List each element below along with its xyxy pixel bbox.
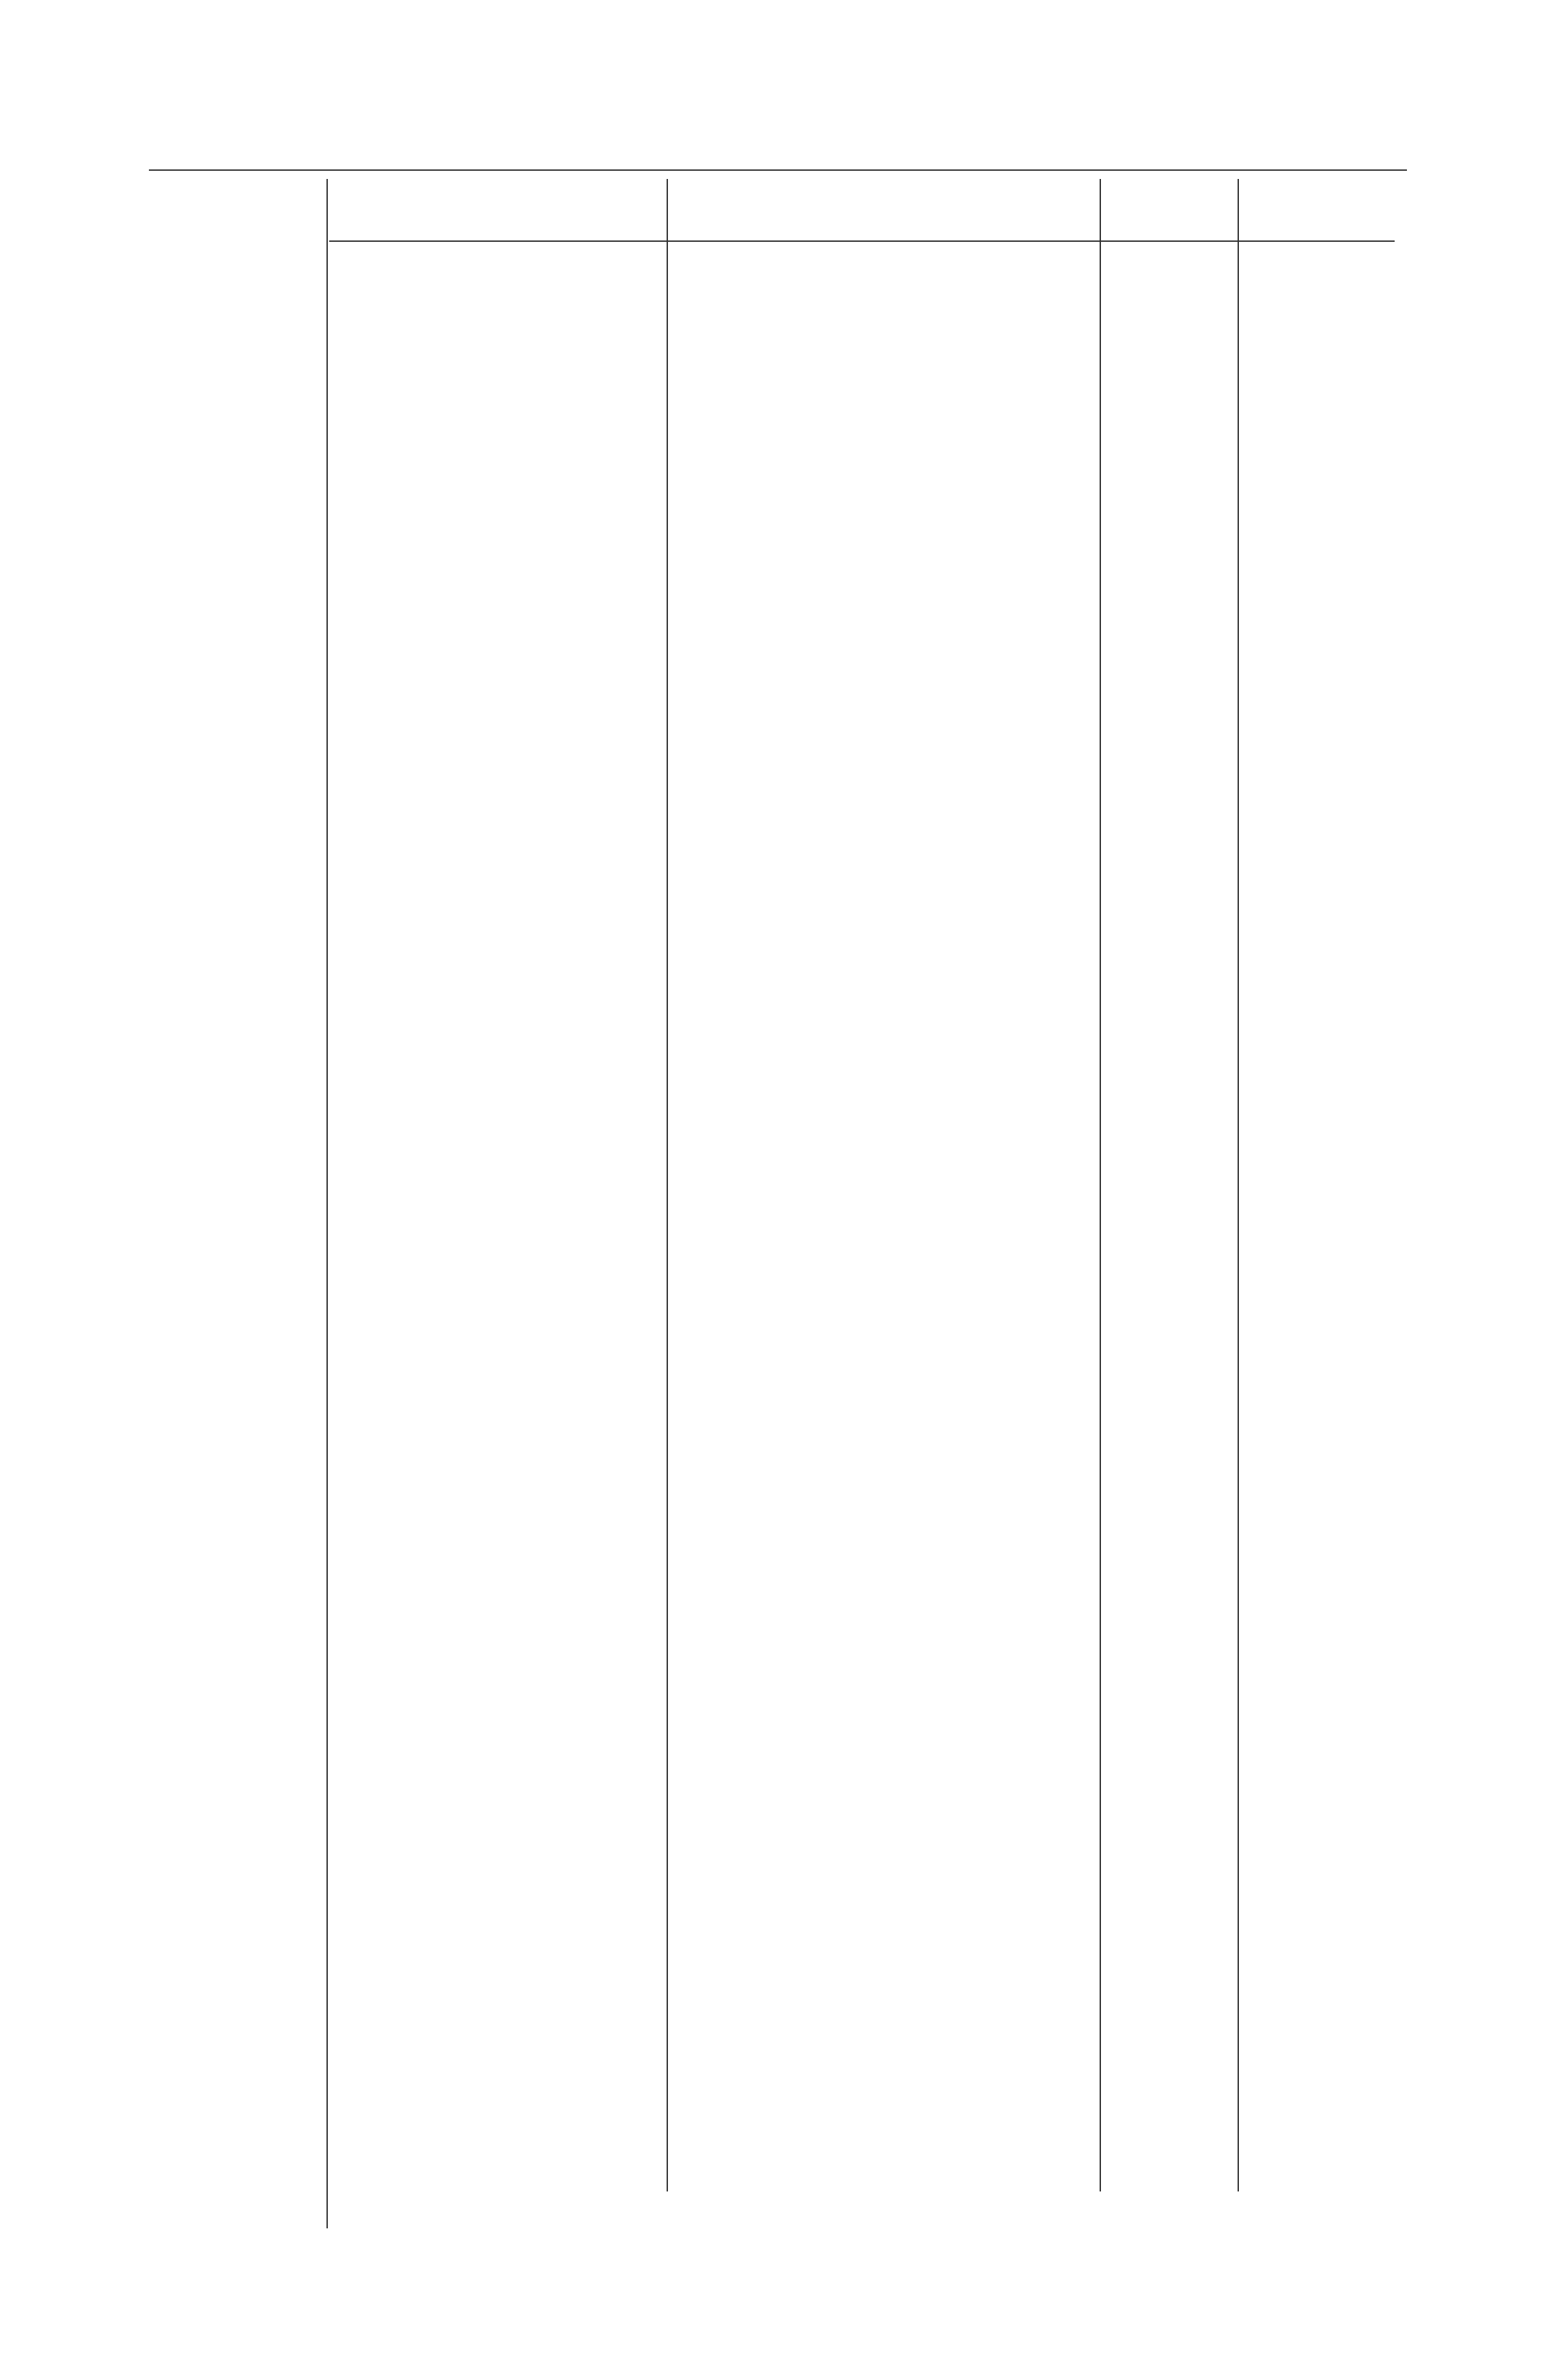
header-bottom-rule: [329, 240, 1395, 242]
rule-office-salary: [1100, 179, 1101, 2191]
rule-salary-total: [1238, 179, 1239, 2191]
rule-name-office: [667, 179, 668, 2191]
rule-changes-name: [326, 179, 328, 2228]
header-top-rule: [149, 169, 1407, 171]
